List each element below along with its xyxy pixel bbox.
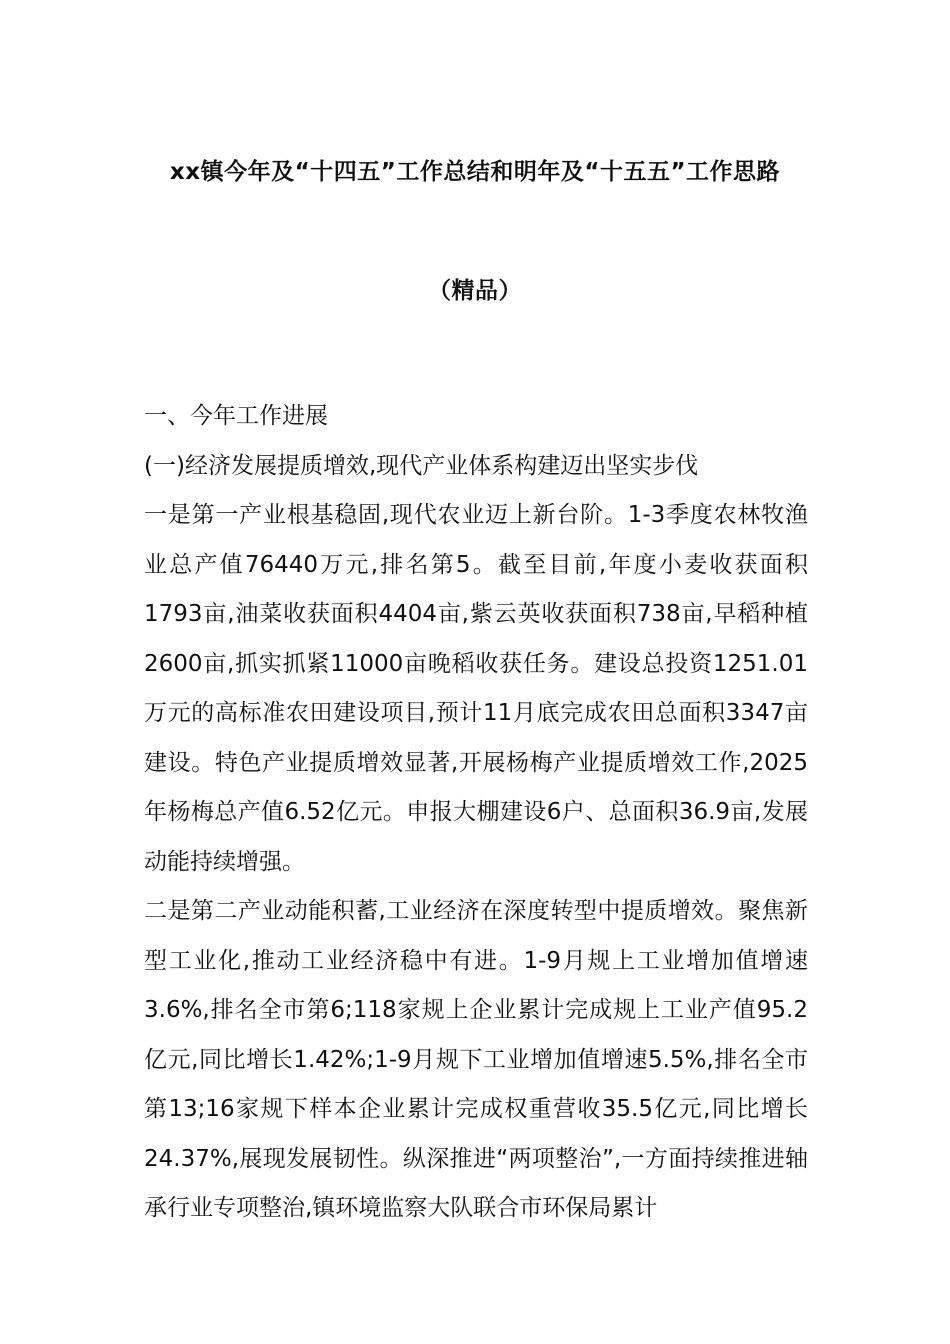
document-title: xx镇今年及“十四五”工作总结和明年及“十五五”工作思路 (169, 159, 781, 185)
paragraph-primary-industry: 一是第一产业根基稳固,现代农业迈上新台阶。1-3季度农林牧渔业总产值76440万元,排名第5。截至目前,年度小麦收获面积1793亩,油菜收获面积4404亩,紫云英收获面积738亩,早稻种植2600亩,抓实抓紧11000亩晚稻收获任务。建设总投资1251.01万元的高标准农田建设项目,预计11月底完成农田总面积3347亩建设。特色产业提质增效显著,开展杨梅产业提质增效工作,2025年杨梅总产值6.52亿元。申报大棚建设6户、总面积36.9亩,发展动能持续增强。 (144, 502, 808, 875)
subsection-heading: (一)经济发展提质增效,现代产业体系构建迈出坚实步伐 (144, 452, 699, 479)
section-heading: 一、今年工作进展 (144, 403, 328, 429)
document-subtitle: （精品） (428, 278, 522, 304)
paragraph-secondary-industry: 二是第二产业动能积蓄,工业经济在深度转型中提质增效。聚焦新型工业化,推动工业经济稳中有进。1-9月规上工业增加值增速3.6%,排名全市第6;118家规上企业累计完成规上工业产值95.2亿元,同比增长1.42%;1-9月规下工业增加值增速5.5%,排名全市第13;16家规下样本企业累计完成权重营收35.5亿元,同比增长24.37%,展现发展韧性。纵深推进“两项整治”,一方面持续推进轴承行业专项整治,镇环境监察大队联合市环保局累计 (144, 898, 808, 1221)
document-body (144, 392, 808, 1234)
